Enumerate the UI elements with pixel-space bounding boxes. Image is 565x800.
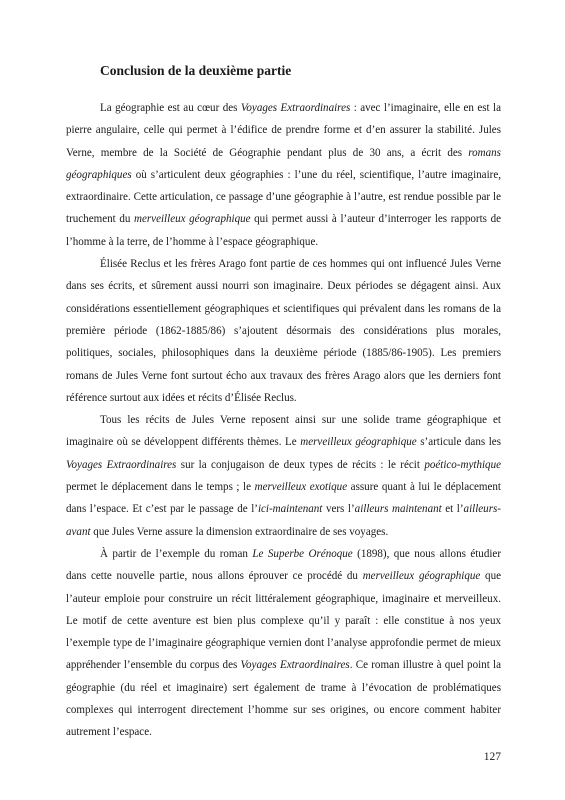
italic-term: Voyages Extraordinaires bbox=[66, 458, 177, 471]
italic-term: merveilleux géographique bbox=[300, 436, 417, 449]
page-number: 127 bbox=[483, 751, 501, 763]
italic-term: poético-mythique bbox=[424, 458, 501, 471]
italic-term: merveilleux géographique bbox=[134, 213, 251, 226]
section-heading: Conclusion de la deuxième partie bbox=[100, 63, 292, 78]
italic-term: merveilleux géographique bbox=[362, 570, 481, 583]
italic-term: ailleurs-avant bbox=[66, 503, 501, 538]
italic-term: Voyages Extraordinaires bbox=[240, 659, 350, 672]
body-text bbox=[66, 97, 501, 744]
italic-term: ici-maintenant bbox=[257, 503, 323, 516]
italic-term: romans géographiques bbox=[66, 146, 501, 181]
italic-term: ailleurs maintenant bbox=[354, 503, 442, 516]
paragraph: Tous les récits de Jules Verne reposent ainsi sur une solide trame géographique et imaginaire où se développent différents thèmes. Le merveilleux géographique s’articule dans les Voyages Extraordinaires sur la conjugaison de deux types de récits : le récit poético-mythique permet le déplacement dans le temps ; le merveilleux exotique assure quant à lui le déplacement dans l’espace. Et c’est par le passage de l’ici-maintenant vers l’ailleurs maintenant et l’ailleurs-avant que Jules Verne assure la dimension extraordinaire de ses voyages. bbox=[66, 414, 501, 538]
paragraph: La géographie est au cœur des Voyages Extraordinaires : avec l’imaginaire, elle en est la pierre angulaire, celle qui permet à l’édifice de prendre forme et d’en assurer la stabilité. Jules Verne, membre de la Société de Géographie pendant plus de 30 ans, a écrit des romans géographiques où s’articulent deux géographies : l’une du réel, scientifique, l’autre imaginaire, extraordinaire. Cette articulation, ce passage d’une géographie à l’autre, est rendue possible par le truchement du merveilleux géographique qui permet aussi à l’auteur d’interroger les rapports de l’homme à la terre, de l’homme à l’espace géographique. bbox=[66, 102, 502, 248]
italic-term: Le Superbe Orénoque bbox=[252, 547, 353, 560]
paragraph: À partir de l’exemple du roman Le Superbe Orénoque (1898), que nous allons étudier dans cette nouvelle partie, nous allons éprouver ce procédé du merveilleux géographique que l’auteur emploie pour construire un récit littéralement géographique, imaginaire et merveilleux. Le motif de cette aventure est bien plus complexe qu’il y paraît : elle constitue à nos yeux l’exemple type de l’imaginaire géographique vernien dont l’analyse approfondie permet de mieux appréhender l’ensemble du corpus des Voyages Extraordinaires. Ce roman illustre à quel point la géographie (du réel et imaginaire) sert également de trame à l’évocation de problématiques complexes qui interrogent directement l’homme sur ses origines, ou encore comment habiter autrement l’espace. bbox=[66, 547, 502, 739]
italic-term: Voyages Extraordinaires bbox=[240, 102, 351, 114]
paragraph: Élisée Reclus et les frères Arago font partie de ces hommes qui ont influencé Jules Verne dans ses écrits, et sûrement aussi nourri son imaginaire. Deux périodes se dégagent ainsi. Aux considérations essentiellement géographiques et scientifiques qui prévalent dans les romans de la première période (1862-1885/86) s’ajoutent désormais des considérations plus morales, politiques, sociales, philosophiques dans la deuxième période (1885/86-1905). Les premiers romans de Jules Verne font surtout écho aux travaux des frères Arago alors que les derniers font référence surtout aux idées et récits d’Élisée Reclus. bbox=[66, 258, 501, 404]
italic-term: merveilleux exotique bbox=[254, 481, 348, 494]
